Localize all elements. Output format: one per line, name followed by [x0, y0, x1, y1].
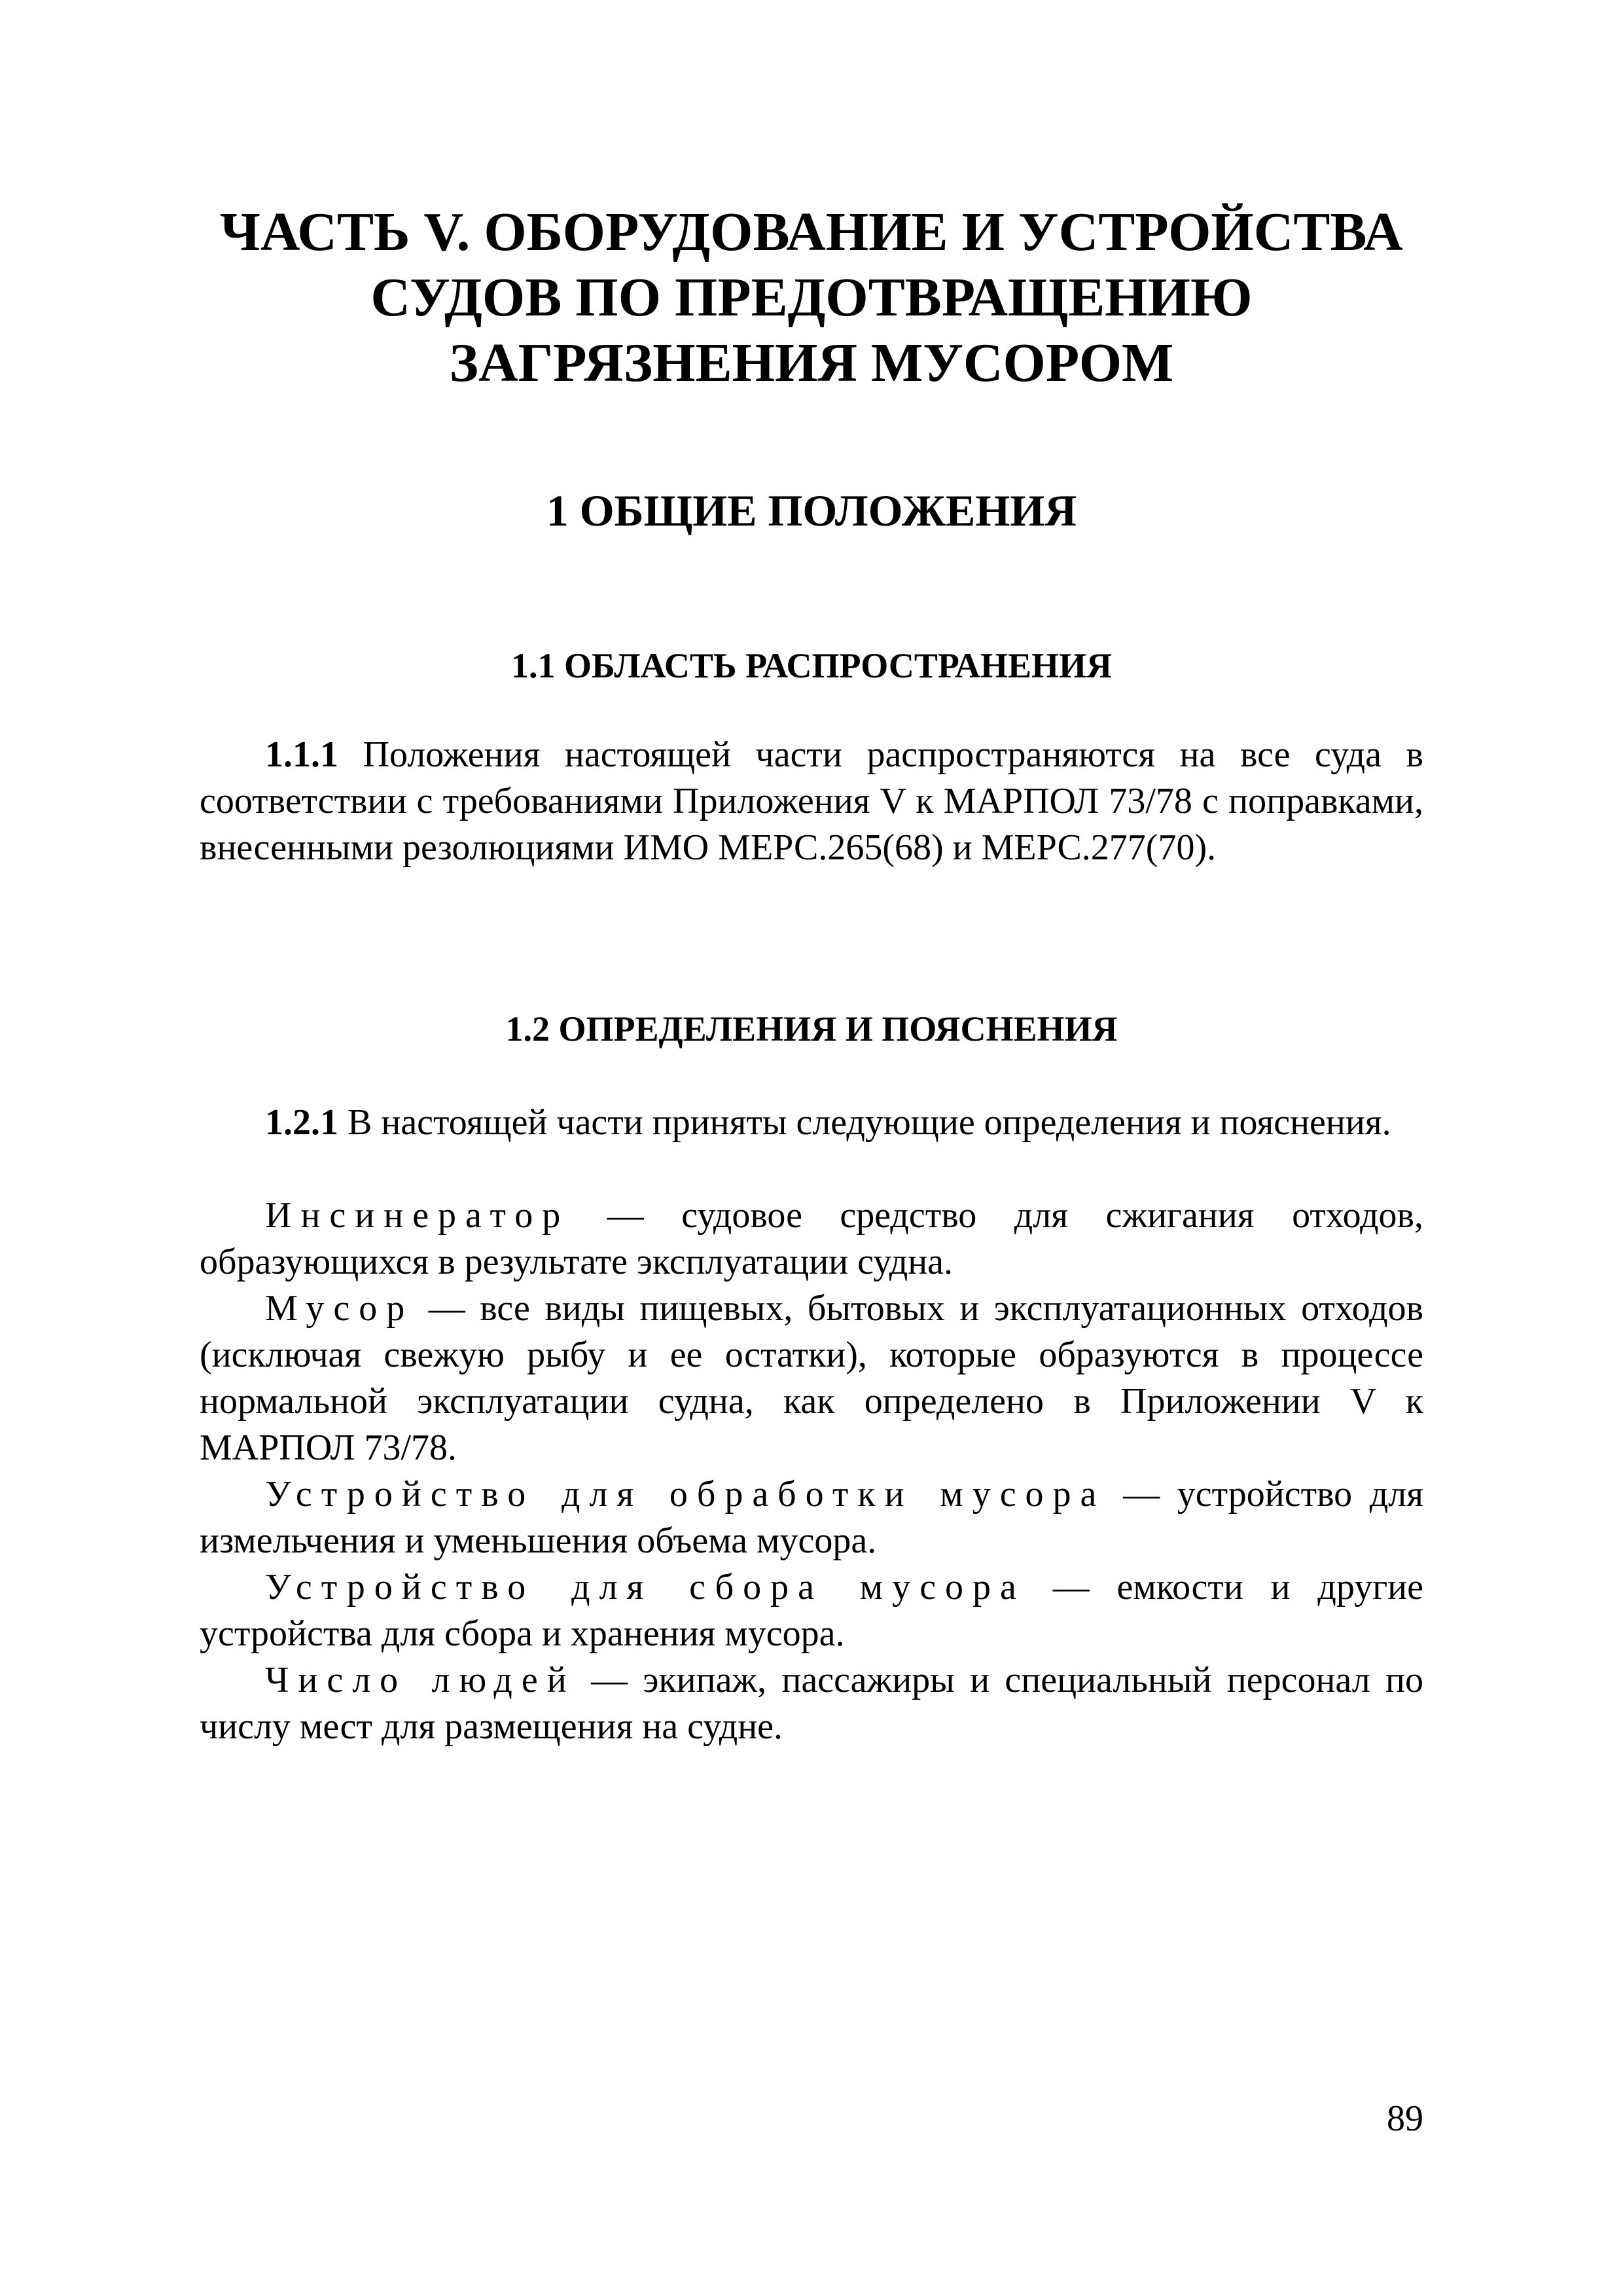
definition-term: Мусор	[265, 1288, 414, 1329]
paragraph-1-2-1	[200, 1100, 1423, 1146]
definition-garbage-processing-device	[200, 1471, 1423, 1564]
paragraph-number: 1.2.1	[265, 1102, 338, 1143]
part-title-line-3: ЗАГРЯЗНЕНИЯ МУСОРОМ	[449, 332, 1174, 393]
definition-text: — емкости и другие устройства для сбора и хранения мусора.	[200, 1567, 1423, 1654]
definition-incinerator	[200, 1193, 1423, 1285]
subsection-1-1-title: 1.1 ОБЛАСТЬ РАСПРОСТРАНЕНИЯ	[511, 646, 1112, 685]
definition-number-of-persons	[200, 1657, 1423, 1750]
paragraph-text: Положения настоящей части распространяются на все суда в соответствии с требованиями Приложения V к МАРПОЛ 73/78 с поправками, внесенными резолюциями ИМО МЕРС.265(68) и МЕРС.277(70).	[200, 734, 1423, 868]
definition-text: — устройство для измельчения и уменьшения объема мусора.	[200, 1474, 1423, 1561]
definition-term: Устройство для обработки мусора	[265, 1474, 1106, 1515]
definition-term: Устройство для сбора мусора	[265, 1567, 1026, 1607]
paragraph-number: 1.1.1	[265, 734, 338, 775]
part-title-line-1: ЧАСТЬ V. ОБОРУДОВАНИЕ И УСТРОЙСТВА	[220, 202, 1403, 262]
definition-garbage-collection-device	[200, 1564, 1423, 1657]
part-title	[196, 200, 1427, 396]
part-title-line-2: СУДОВ ПО ПРЕДОТВРАЩЕНИЮ	[370, 267, 1253, 328]
definition-garbage	[200, 1285, 1423, 1471]
definition-text: — все виды пищевых, бытовых и эксплуатационных отходов (исключая свежую рыбу и ее остатки), которые образуются в процессе нормальной эксплуатации судна, как определено в Приложении V к МАРПОЛ 73/78.	[200, 1288, 1423, 1468]
paragraph-1-1-1	[200, 732, 1423, 871]
paragraph-text: В настоящей части приняты следующие определения и пояснения.	[348, 1102, 1391, 1143]
definition-text: — экипаж, пассажиры и специальный персонал по числу мест для размещения на судне.	[200, 1660, 1423, 1747]
section-title: 1 ОБЩИЕ ПОЛОЖЕНИЯ	[546, 486, 1077, 535]
definition-term: Число людей	[265, 1660, 576, 1700]
definition-text: — судовое средство для сжигания отходов, образующихся в результате эксплуатации судна.	[200, 1195, 1423, 1282]
page-number: 89	[1387, 2098, 1423, 2139]
definition-term: Инсинератор	[265, 1195, 570, 1236]
subsection-1-2-title: 1.2 ОПРЕДЕЛЕНИЯ И ПОЯСНЕНИЯ	[505, 1009, 1118, 1049]
